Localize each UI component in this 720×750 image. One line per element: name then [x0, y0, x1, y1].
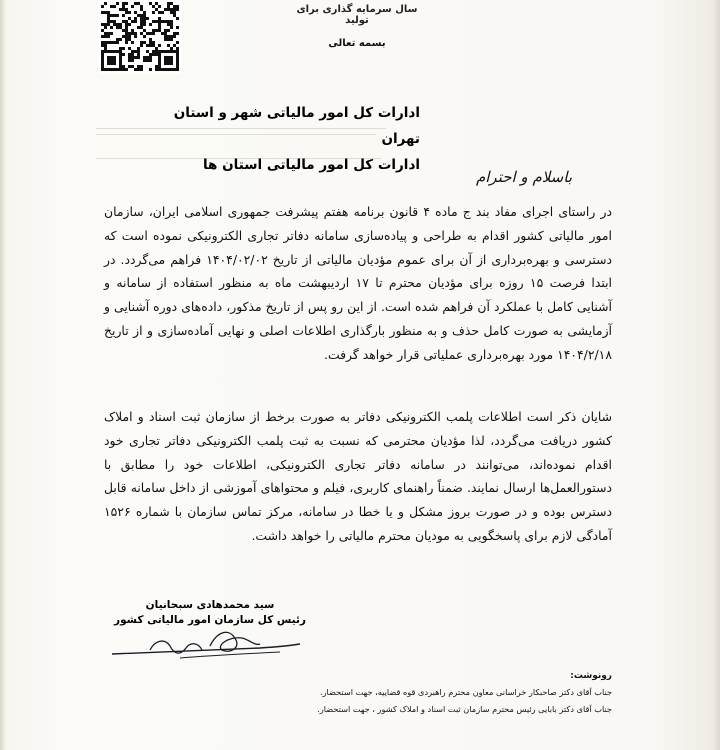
year-slogan: سال سرمایه گذاری برای تولید [296, 4, 418, 26]
recipient-line: ادارات کل امور مالیاتی استان ها [202, 157, 420, 173]
signature-block [110, 598, 310, 628]
cc-line: جناب آقای دکتر صاحبکار خراسانی معاون محترم راهبردی قوه قضاییه، جهت استحضار. [320, 687, 612, 697]
qr-code [98, 0, 182, 74]
recipients-block [160, 100, 420, 178]
signer-title: رئیس کل سازمان امور مالیاتی کشور [114, 614, 306, 626]
greeting: باسلام و احترام [475, 168, 572, 186]
recipient-line: ادارات کل امور مالیاتی شهر و استان تهران [173, 105, 420, 147]
cc-line: جناب آقای دکتر بابایی رئیس محترم سازمان ثبت اسناد و املاک کشور ، جهت استحضار. [317, 704, 612, 714]
bismillah-heading: بسمه تعالی [328, 38, 386, 49]
signer-name: سید محمدهادی سبحانیان [145, 599, 275, 611]
cc-block [192, 668, 612, 718]
body-paragraph: در راستای اجرای مفاد بند ج ماده ۴ قانون برنامه هفتم پیشرفت جمهوری اسلامی ایران، سازمان امور مالیاتی کشور اقدام به طراحی و پیاده‌سازی سامانه دفاتر تجاری الکترونیکی نموده است که دسترسی و بهره‌برداری از آن برای عموم مؤدیان مالیاتی از تاریخ ۱۴۰۴/۰۲/۰۲ فراهم می‌گردد. در ابتدا فرصت ۱۵ روزه برای مؤدیان محترم تا ۱۷ اردیبهشت ماه به منظور استفاده از سامانه و آشنایی کامل با عملکرد آن فراهم شده است. از این رو پس از تاریخ مذکور، داده‌های دوره آشنایی و آزمایشی به صورت کامل حذف و به منظور بارگذاری اطلاعات اصلی و نهایی آماده‌سازی و از تاریخ ۱۴۰۴/۲/۱۸ مورد بهره‌برداری عملیاتی قرار خواهد گرفت. [104, 204, 613, 362]
cc-label: رونوشت: [570, 671, 612, 681]
body-paragraph: شایان ذکر است اطلاعات پلمب الکترونیکی دفاتر به صورت برخط از سازمان ثبت اسناد و املاک کشور دریافت می‌گردد، لذا مؤدیان محترمی که نسبت به ثبت پلمب الکترونیکی دفاتر تجاری خود اقدام نموده‌اند، می‌توانند در سامانه دفاتر تجاری الکترونیکی، اطلاعات خود را مطابق با دستورالعمل‌ها ارسال نمایند. ضمناً راهنمای کاربری، فیلم و محتواهای آموزشی از داخل سامانه قابل دسترس بوده و در صورت بروز مشکل و یا خطا در سامانه، مرکز تماس سازمان با شماره ۱۵۲۶ آمادگی لازم برای پاسخگویی به مودیان محترم مالیاتی را خواهد داشت. [104, 409, 612, 543]
